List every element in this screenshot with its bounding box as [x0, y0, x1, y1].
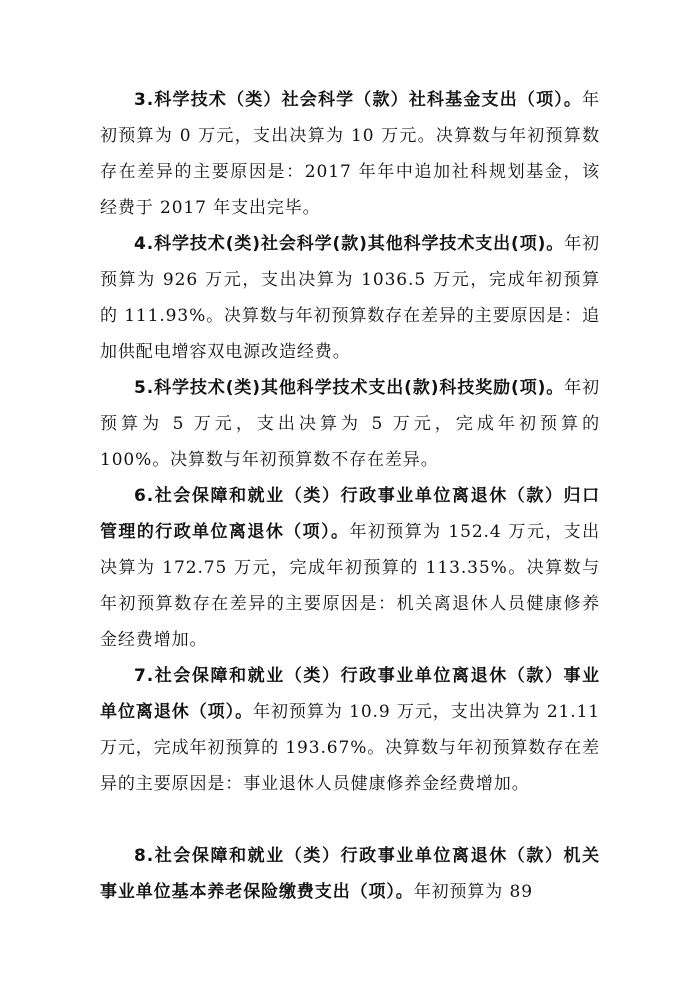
- paragraph-item-7: [100, 658, 600, 802]
- paragraph-heading: 4.科学技术(类)社会科学(款)其他科学技术支出(项)。: [134, 234, 565, 254]
- paragraph-body: 年初预算为 152.4 万元，支出决算为 172.75 万元，完成年初预算的 113.35%。决算数与年初预算数存在差异的主要原因是：机关离退休人员健康修养金经费增加。: [100, 522, 600, 650]
- paragraph-body: 年初预算为 89: [413, 882, 533, 902]
- paragraph-heading: 6.社会保障和就业（类）行政事业单位离退休（款）归口管理的行政单位离退休（项）。: [100, 486, 600, 542]
- paragraph-body: 年初预算为 10.9 万元，支出决算为 21.11 万元，完成年初预算的 193.67%。决算数与年初预算数存在差异的主要原因是：事业退休人员健康修养金经费增加。: [100, 702, 601, 794]
- paragraph-body: 年初预算为 5 万元，支出决算为 5 万元，完成年初预算的 100%。决算数与年初预算数不存在差异。: [100, 378, 600, 470]
- paragraph-item-4: [100, 226, 600, 370]
- paragraph-heading: 3.科学技术（类）社会科学（款）社科基金支出（项）。: [134, 90, 583, 110]
- paragraph-heading: 8.社会保障和就业（类）行政事业单位离退休（款）机关事业单位基本养老保险缴费支出（项）。: [100, 846, 600, 902]
- paragraph-body: 年初预算为 0 万元，支出决算为 10 万元。决算数与年初预算数存在差异的主要原因是：2017 年年中追加社科规划基金，该经费于 2017 年支出完毕。: [100, 90, 600, 218]
- paragraph-heading: 5.科学技术(类)其他科学技术支出(款)科技奖励(项)。: [134, 378, 565, 398]
- paragraph-item-6: [100, 478, 600, 658]
- paragraph-item-3: [100, 82, 600, 226]
- paragraph-item-5: [100, 370, 600, 478]
- paragraph-body: 年初预算为 926 万元，支出决算为 1036.5 万元，完成年初预算的 111.93%。决算数与年初预算数存在差异的主要原因是：追加供配电增容双电源改造经费。: [100, 234, 600, 362]
- paragraph-item-8: [100, 838, 600, 910]
- paragraph-heading: 7.社会保障和就业（类）行政事业单位离退休（款）事业单位离退休（项）。: [100, 666, 600, 722]
